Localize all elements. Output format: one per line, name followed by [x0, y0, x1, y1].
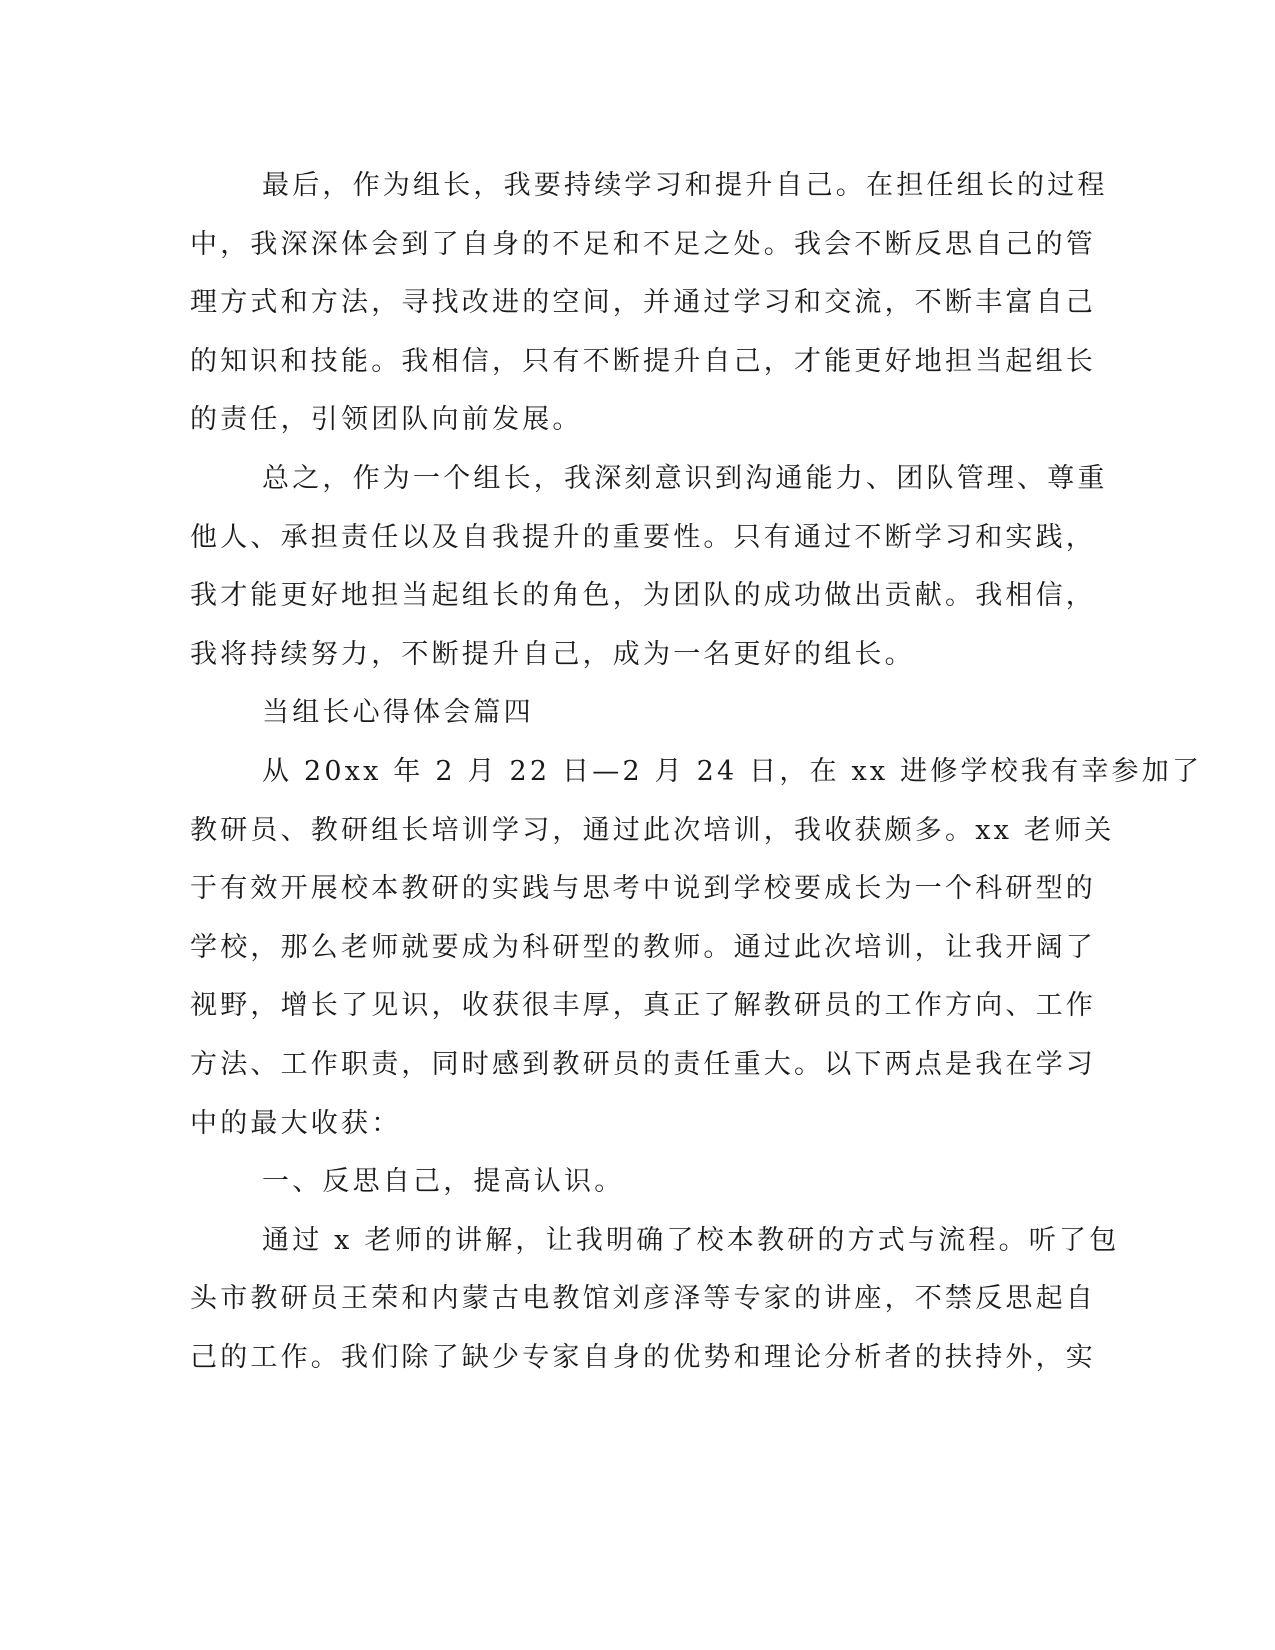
text-line: 的责任，引领团队向前发展。 — [190, 404, 583, 436]
text-line: 理方式和方法，寻找改进的空间，并通过学习和交流，不断丰富自己 — [190, 287, 1096, 319]
text-line: 中的最大收获： — [190, 1107, 402, 1139]
document-body — [190, 157, 1203, 1387]
text-line: 他人、承担责任以及自我提升的重要性。只有通过不断学习和实践， — [190, 521, 1096, 553]
text-line: 最后，作为组长，我要持续学习和提升自己。在担任组长的过程 — [262, 170, 1108, 201]
text-line: 通过 x 老师的讲解，让我明确了校本教研的方式与流程。听了包 — [262, 1224, 1120, 1256]
subheading: 一、反思自己，提高认识。 — [262, 1166, 625, 1198]
section-heading: 当组长心得体会篇四 — [262, 697, 534, 729]
text-line: 中，我深深体会到了自身的不足和不足之处。我会不断反思自己的管 — [190, 228, 1096, 260]
text-line: 从 20xx 年 2 月 22 日—2 月 24 日，在 xx 进修学校我有幸参加了 — [262, 755, 1203, 787]
text-line: 学校，那么老师就要成为科研型的教师。通过此次培训，让我开阔了 — [190, 931, 1096, 963]
text-line: 头市教研员王荣和内蒙古电教馆刘彦泽等专家的讲座，不禁反思起自 — [190, 1283, 1096, 1315]
text-line: 我才能更好地担当起组长的角色，为团队的成功做出贡献。我相信， — [190, 580, 1096, 612]
text-line: 总之，作为一个组长，我深刻意识到沟通能力、团队管理、尊重 — [262, 462, 1108, 494]
text-line: 视野，增长了见识，收获很丰厚，真正了解教研员的工作方向、工作 — [190, 990, 1096, 1022]
text-line: 我将持续努力，不断提升自己，成为一名更好的组长。 — [190, 638, 915, 670]
text-line: 教研员、教研组长培训学习，通过此次培训，我收获颇多。xx 老师关 — [190, 814, 1115, 846]
text-line: 己的工作。我们除了缺少专家自身的优势和理论分析者的扶持外，实 — [190, 1341, 1096, 1373]
text-line: 方法、工作职责，同时感到教研员的责任重大。以下两点是我在学习 — [190, 1048, 1096, 1080]
text-line: 于有效开展校本教研的实践与思考中说到学校要成长为一个科研型的 — [190, 873, 1096, 905]
text-line: 的知识和技能。我相信，只有不断提升自己，才能更好地担当起组长 — [190, 345, 1096, 377]
